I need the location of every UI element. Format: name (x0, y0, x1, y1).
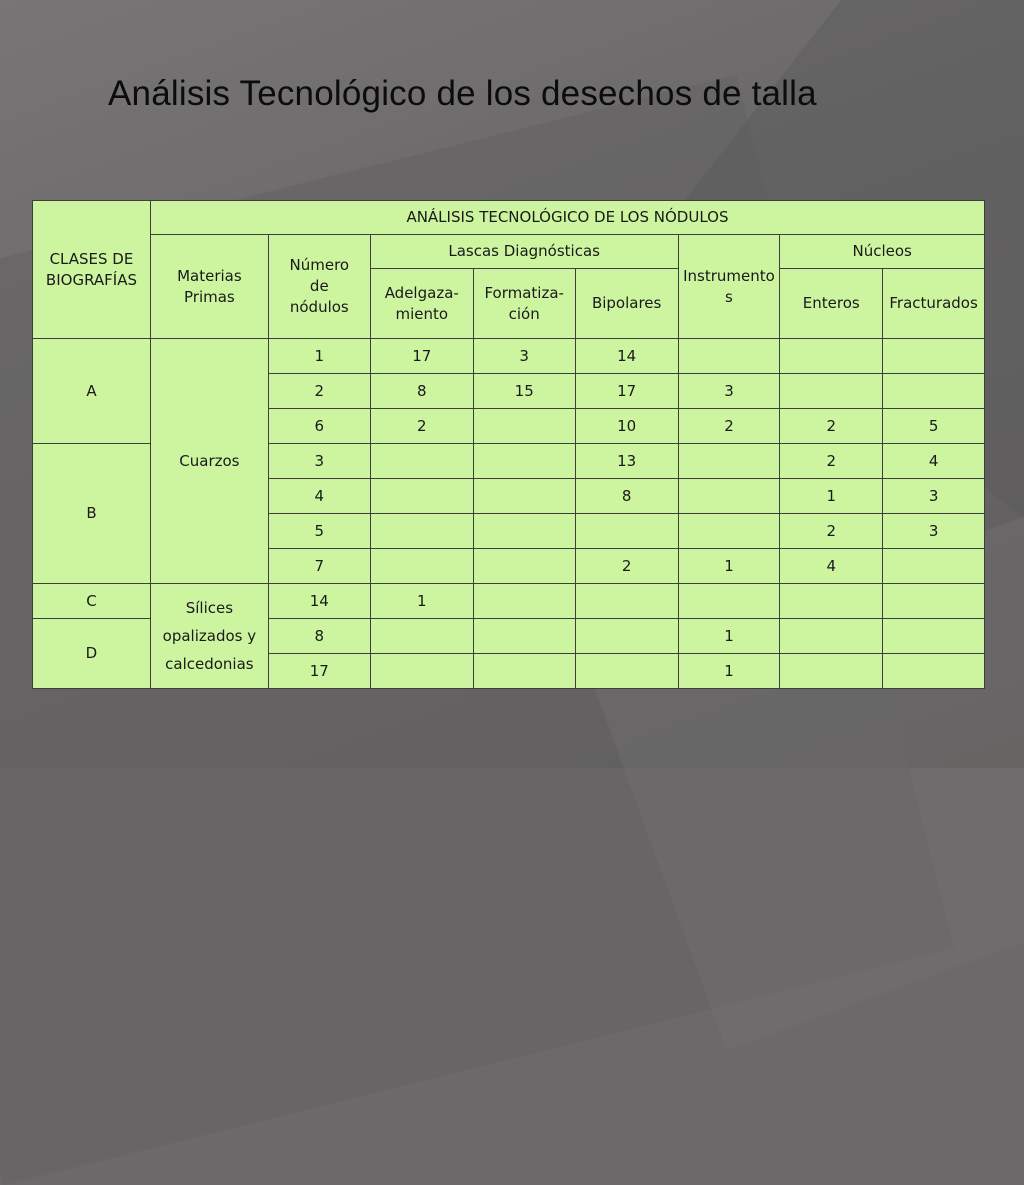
table-cell: 2 (370, 409, 473, 444)
header-materias: Materias Primas (150, 235, 268, 339)
table-cell (780, 619, 883, 654)
table-cell: 14 (268, 584, 370, 619)
header-formatiza: Formatiza-ción (473, 269, 575, 339)
table-cell: 1 (678, 549, 780, 584)
clase-cell: D (33, 619, 151, 689)
table-cell: 7 (268, 549, 370, 584)
table-row (33, 584, 985, 619)
header-bipolares: Bipolares (575, 269, 678, 339)
header-adelgaza: Adelgaza-miento (370, 269, 473, 339)
table-cell: 3 (883, 514, 985, 549)
table-cell (678, 444, 780, 479)
table-cell: 2 (780, 514, 883, 549)
analysis-table (32, 200, 985, 689)
table-cell: 2 (780, 444, 883, 479)
table-cell (370, 654, 473, 689)
table-cell (473, 654, 575, 689)
table-cell (678, 514, 780, 549)
table-cell: 13 (575, 444, 678, 479)
table-cell (370, 549, 473, 584)
table-cell: 8 (575, 479, 678, 514)
table-cell (473, 409, 575, 444)
table-cell (883, 654, 985, 689)
table-cell (883, 584, 985, 619)
table-cell: 1 (268, 339, 370, 374)
table-cell (883, 339, 985, 374)
materia-cell: Sílices opalizados y calcedonias (150, 584, 268, 689)
table-cell: 8 (268, 619, 370, 654)
table-cell: 3 (268, 444, 370, 479)
slide-title: Análisis Tecnológico de los desechos de talla (108, 74, 817, 113)
materia-cell: Cuarzos (150, 339, 268, 584)
table-cell (575, 584, 678, 619)
table-cell: 1 (780, 479, 883, 514)
header-fracturados: Fracturados (883, 269, 985, 339)
table-cell (473, 549, 575, 584)
table-cell: 2 (678, 409, 780, 444)
table-cell (780, 654, 883, 689)
clase-cell: A (33, 339, 151, 444)
table-cell (780, 374, 883, 409)
header-nucleos: Núcleos (780, 235, 985, 269)
table-cell (883, 619, 985, 654)
table-cell (678, 584, 780, 619)
table-cell (883, 374, 985, 409)
table-cell (575, 619, 678, 654)
table-cell: 5 (268, 514, 370, 549)
clase-cell: B (33, 444, 151, 584)
table-cell (575, 514, 678, 549)
table-cell: 3 (473, 339, 575, 374)
table-row (33, 339, 985, 374)
table-cell (370, 479, 473, 514)
table-cell: 17 (370, 339, 473, 374)
table-cell: 5 (883, 409, 985, 444)
table-cell (473, 619, 575, 654)
header-group-title: ANÁLISIS TECNOLÓGICO DE LOS NÓDULOS (150, 201, 984, 235)
header-lascas: Lascas Diagnósticas (370, 235, 678, 269)
table-cell: 1 (678, 619, 780, 654)
table-cell (473, 444, 575, 479)
table-cell: 2 (268, 374, 370, 409)
table-cell (370, 444, 473, 479)
table-cell: 8 (370, 374, 473, 409)
table-cell (780, 584, 883, 619)
header-numero: Número de nódulos (268, 235, 370, 339)
table-cell: 1 (370, 584, 473, 619)
table-cell (370, 619, 473, 654)
header-clases: CLASES DE BIOGRAFÍAS (33, 201, 151, 339)
table-cell (473, 479, 575, 514)
table-cell (575, 654, 678, 689)
table-cell: 14 (575, 339, 678, 374)
table-cell (883, 549, 985, 584)
table-cell (780, 339, 883, 374)
table-cell (473, 584, 575, 619)
table-cell: 4 (780, 549, 883, 584)
table-cell (678, 479, 780, 514)
table-cell (473, 514, 575, 549)
table-cell: 3 (678, 374, 780, 409)
header-instrumentos: Instrumentos (678, 235, 780, 339)
table-cell: 17 (575, 374, 678, 409)
table-cell: 15 (473, 374, 575, 409)
table-cell (370, 514, 473, 549)
table-cell: 2 (780, 409, 883, 444)
table-cell: 10 (575, 409, 678, 444)
clase-cell: C (33, 584, 151, 619)
table-cell: 4 (268, 479, 370, 514)
table-cell: 17 (268, 654, 370, 689)
header-enteros: Enteros (780, 269, 883, 339)
table-cell: 4 (883, 444, 985, 479)
table-cell (678, 339, 780, 374)
table-cell: 1 (678, 654, 780, 689)
table-cell: 2 (575, 549, 678, 584)
table-cell: 6 (268, 409, 370, 444)
table-cell: 3 (883, 479, 985, 514)
